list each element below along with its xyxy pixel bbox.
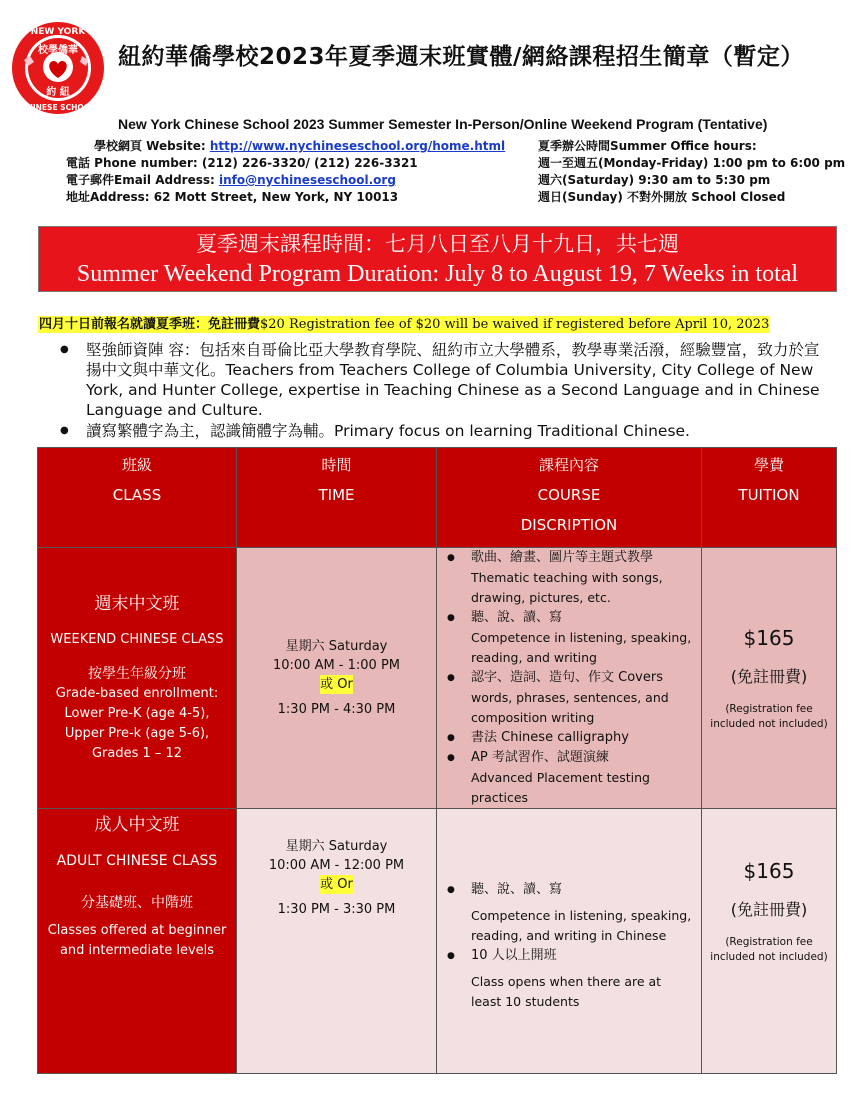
- course-list: [447, 548, 693, 808]
- class-cell: [38, 809, 237, 1074]
- page-title-chinese: 紐約華僑學校2023年夏季週末班實體/網絡課程招生簡章（暫定）: [118, 44, 804, 70]
- course-cell: [437, 548, 702, 809]
- phone-row: 電話 Phone number: (212) 226-3320/ (212) 226-3321: [66, 156, 418, 170]
- class-group-zh: 按學生年級分班: [88, 666, 186, 682]
- office-hours-weekday: 週一至週五(Monday-Friday) 1:00 pm to 6:00 pm: [538, 156, 846, 170]
- class-time-2: 1:30 PM - 3:30 PM: [277, 902, 396, 917]
- course-item-zh: ● 認字、造詞、造句、作文 Covers: [471, 670, 663, 685]
- highlight-traditional-chinese: ● 讀寫繁體字為主，認識簡體字為輔。Primary focus on learning Traditional Chinese.: [60, 421, 830, 441]
- class-name-en: WEEKEND CHINESE CLASS: [50, 632, 224, 647]
- class-group-en: Classes offered at beginner and intermediate levels: [47, 923, 227, 958]
- program-duration-banner: [38, 226, 837, 292]
- course-item-zh: ● AP 考試習作、試題演練: [471, 750, 609, 765]
- time-cell: [237, 548, 437, 809]
- header-course-en2: DISCRIPTION: [520, 516, 618, 534]
- header-tuition: [702, 448, 837, 548]
- header-class-en: CLASS: [112, 486, 162, 504]
- notice-english: $20 Registration fee of $20 will be waived if registered before April 10, 2023: [260, 317, 770, 332]
- office-hours-sunday: 週日(Sunday) 不對外開放 School Closed: [538, 190, 786, 204]
- header-time-en: TIME: [318, 486, 355, 504]
- course-item-zh: ● 歌曲、繪畫、圖片等主題式教學: [471, 550, 654, 565]
- list-item: [447, 728, 693, 748]
- list-item: [447, 668, 693, 728]
- course-item-zh: ● 書法 Chinese calligraphy: [471, 730, 629, 745]
- highlight-teachers: ● 堅強師資陣 容：包括來自哥倫比亞大學教育學院、紐約市立大學體系，教學專業活潑，經驗豐富，致力於宣揚中文與中華文化。Teachers from Teachers College of Columbia University, City College of New York, and Hunter College, expertise in Teaching Chinese as a Second Language and in Chinese Language and Culture.: [60, 340, 830, 420]
- class-time-2: 1:30 PM - 4:30 PM: [277, 702, 396, 717]
- class-cell: [38, 548, 237, 809]
- website-row: [66, 138, 505, 155]
- email-label: 電子郵件Email Address:: [66, 173, 219, 187]
- course-item-en: Competence in listening, speaking, reading, and writing in Chinese: [471, 908, 692, 943]
- school-seal-icon: [10, 20, 106, 116]
- course-cell: [437, 809, 702, 1074]
- class-time-1: 10:00 AM - 12:00 PM: [268, 858, 405, 873]
- header-course-zh: 課程內容: [538, 456, 599, 474]
- email-row: [66, 172, 505, 189]
- course-list: [447, 880, 693, 1012]
- header-class-zh: 班級: [121, 456, 152, 474]
- header-tuition-en: TUITION: [738, 486, 800, 504]
- program-highlights: [60, 340, 830, 442]
- program-table: [37, 447, 837, 1074]
- tuition-waive: (免註冊費): [730, 900, 808, 919]
- course-item-en: Thematic teaching with songs, drawing, pictures, etc.: [471, 570, 663, 605]
- tuition-note: (Registration fee included not included): [710, 703, 828, 730]
- banner-chinese: 夏季週末課程時間：七月八日至八月十九日，共七週: [196, 232, 679, 256]
- list-item: [447, 548, 693, 608]
- class-day: 星期六 Saturday: [285, 839, 388, 854]
- office-hours-saturday: 週六(Saturday) 9:30 am to 5:30 pm: [538, 173, 771, 187]
- website-label: 學校網頁 Website:: [94, 139, 210, 153]
- tuition-cell: [702, 548, 837, 809]
- list-item: [447, 748, 693, 808]
- header-class: [38, 448, 237, 548]
- table-row: [38, 548, 837, 809]
- tuition-price: $165: [743, 859, 795, 883]
- header-time: [237, 448, 437, 548]
- class-day: 星期六 Saturday: [285, 639, 388, 654]
- list-item: [447, 880, 693, 946]
- svg-text:CHINESE SCHOOL: CHINESE SCHOOL: [21, 103, 95, 112]
- website-link[interactable]: http://www.nychineseschool.org/home.html: [209, 139, 506, 153]
- course-item-zh: ● 10 人以上開班: [471, 948, 557, 963]
- header-time-zh: 時間: [321, 456, 352, 474]
- tuition-price: $165: [743, 626, 795, 650]
- table-row: [38, 809, 837, 1074]
- svg-text:NEW YORK: NEW YORK: [30, 27, 86, 37]
- tuition-note: (Registration fee included not included): [710, 936, 828, 963]
- class-name-en: ADULT CHINESE CLASS: [56, 853, 218, 869]
- banner-english: Summer Weekend Program Duration: July 8 to August 19, 7 Weeks in total: [76, 261, 799, 287]
- class-time-1: 10:00 AM - 1:00 PM: [272, 658, 401, 673]
- time-cell: [237, 809, 437, 1074]
- page-title-english: New York Chinese School 2023 Summer Semester In-Person/Online Weekend Program (Tentative): [118, 116, 768, 132]
- contact-info: [66, 138, 505, 206]
- class-time-or: 或 Or: [320, 677, 353, 692]
- class-group-en: Grade-based enrollment: Lower Pre-K (age 4-5), Upper Pre-k (age 5-6), Grades 1 – 12: [55, 686, 219, 761]
- class-group-zh: 分基礎班、中階班: [81, 895, 193, 911]
- tuition-waive: (免註冊費): [730, 667, 808, 686]
- notice-chinese: 四月十日前報名就讀夏季班：免註冊費: [39, 317, 261, 332]
- course-item-zh: ● 聽、說、讀、寫: [471, 610, 563, 625]
- office-hours-title: 夏季辦公時間Summer Office hours:: [538, 139, 757, 153]
- registration-fee-notice: [38, 316, 770, 333]
- svg-text:校學僑華: 校學僑華: [38, 45, 78, 56]
- list-item: [447, 608, 693, 668]
- course-item-en: Class opens when there are at least 10 students: [471, 974, 662, 1009]
- header-tuition-zh: 學費: [753, 456, 784, 474]
- header-course-en: COURSE: [537, 486, 601, 504]
- course-item-en: Competence in listening, speaking, reading, and writing: [471, 630, 692, 665]
- course-item-en: words, phrases, sentences, and composition writing: [471, 690, 669, 725]
- class-time-or: 或 Or: [320, 877, 353, 892]
- email-link[interactable]: info@nychineseschool.org: [219, 173, 396, 187]
- address-row: 地址Address: 62 Mott Street, New York, NY 10013: [66, 190, 399, 204]
- class-name-zh: 成人中文班: [94, 815, 180, 835]
- course-item-en: Advanced Placement testing practices: [471, 770, 650, 805]
- header-course: [437, 448, 702, 548]
- list-item: [447, 946, 693, 1012]
- course-item-zh: ● 聽、說、讀、寫: [471, 882, 563, 897]
- school-logo: [10, 20, 106, 116]
- tuition-cell: [702, 809, 837, 1074]
- table-header-row: [38, 448, 837, 548]
- office-hours: [538, 138, 845, 206]
- class-name-zh: 週末中文班: [94, 594, 180, 614]
- svg-text:約 紐: 約 紐: [46, 87, 70, 98]
